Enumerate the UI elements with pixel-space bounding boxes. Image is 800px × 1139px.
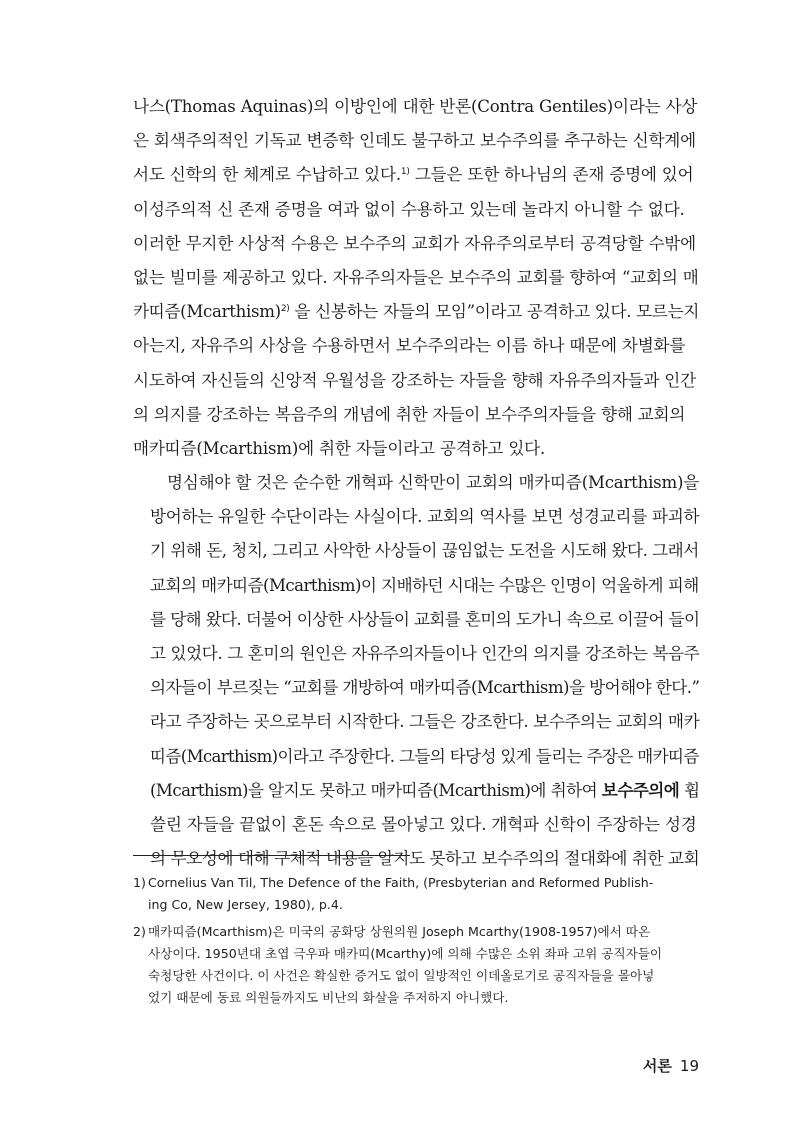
text-line: 기 위해 돈, 청치, 그리고 사악한 사상들이 끊임없는 도전을 시도해 왔다. 그래서 — [150, 541, 699, 561]
text-line: 방어하는 유일한 수단이라는 사실이다. 교회의 역사를 보면 성경교리를 파괴하 — [150, 507, 700, 527]
text-line: 의자들이 부르짖는 “교회를 개방하여 매카띠즘(Mcarthism)을 방어해야 한다.” — [150, 678, 700, 698]
footnote-divider — [133, 855, 410, 856]
text-line: (Mcarthism)을 알지도 못하고 매카띠즘(Mcarthism)에 취하여 보수주의에 휩 — [150, 780, 700, 800]
body-paragraph-1 — [133, 90, 699, 466]
section-name: 서론 — [642, 1057, 672, 1075]
text-line: 매카띠즘(Mcarthism)에 취한 자들이라고 공격하고 있다. — [133, 439, 546, 459]
text-line: 띠즘(Mcarthism)이라고 주장한다. 그들의 타당성 있게 들리는 주장은 매카띠즘 — [150, 746, 699, 766]
footnote-line: 었기 때문에 동료 의원들까지도 비난의 화살을 주저하지 아니했다. — [148, 990, 509, 1005]
text-line: 서도 신학의 한 체계로 수납하고 있다.$^{1)}$ 그들은 또한 하나님의 존재 증명에 있어 — [133, 165, 694, 185]
text-line: 이성주의적 신 존재 증명을 여과 없이 수용하고 있는데 놀라지 아니할 수 없다. — [133, 199, 685, 219]
text-line: 명심해야 할 것은 순수한 개혁파 신학만이 교회의 매카띠즘(Mcarthism)을 — [167, 473, 700, 492]
text-line: 없는 빌미를 제공하고 있다. 자유주의자들은 보수주의 교회를 향하여 “교회의 매 — [133, 268, 699, 288]
text-line: 라고 주장하는 곳으로부터 시작한다. 그들은 강조한다. 보수주의는 교회의 매카 — [150, 712, 700, 732]
footnote-ref-2: 2) — [280, 304, 290, 315]
footnote-line: ing Co, New Jersey, 1980), p.4. — [148, 897, 343, 912]
footnotes — [133, 872, 699, 1014]
body-paragraph-2 — [133, 466, 699, 876]
text-line: 나스(Thomas Aquinas)의 이방인에 대한 반론(Contra Gentiles)이라는 사상 — [133, 97, 698, 116]
footnote-number: 2) — [133, 924, 146, 939]
text-line: 시도하여 자신들의 신앙적 우월성을 강조하는 자들을 향해 자유주의자들과 인간 — [133, 370, 696, 390]
footnote-2 — [133, 921, 699, 1009]
bold-emphasis: 보수주의에 — [601, 780, 680, 800]
footnote-line: 매카띠즘(Mcarthism)은 미국의 공화당 상원의원 Joseph Mcarthy(1908-1957)에서 따온 — [148, 924, 651, 939]
text-line: 쓸린 자들을 끝없이 혼돈 속으로 몰아넣고 있다. 개혁파 신학이 주장하는 성경 — [150, 815, 697, 835]
text-line: 를 당해 왔다. 더불어 이상한 사상들이 교회를 혼미의 도가니 속으로 이끌어 들이 — [150, 609, 700, 629]
text-line: 의 의지를 강조하는 복음주의 개념에 취한 자들이 보수주의자들을 향해 교회의 — [133, 404, 686, 424]
footnote-ref-1: 1) — [400, 167, 410, 178]
footnote-line: 숙청당한 사건이다. 이 사건은 확실한 증거도 없이 일방적인 이데올로기로 공직자들을 몰아넣 — [148, 968, 655, 983]
page-footer — [643, 1055, 699, 1076]
text-line: 은 회색주의적인 기독교 변증학 인데도 불구하고 보수주의를 추구하는 신학계에 — [133, 131, 696, 151]
text-line: 의 무오성에 대해 구체적 내용을 알지도 못하고 보수주의의 절대화에 취한 교회 — [150, 849, 700, 869]
text-line: 고 있었다. 그 혼미의 원인은 자유주의자들이나 인간의 의지를 강조하는 복음주 — [150, 644, 700, 664]
footnote-line: Cornelius Van Til, The Defence of the Faith, (Presbyterian and Reformed Publish- — [148, 875, 654, 890]
text-line: 카띠즘(Mcarthism)$^{2)}$ 을 신봉하는 자들의 모임”이라고 공격하고 있다. 모르는지 — [133, 302, 700, 322]
text-line: 이러한 무지한 사상적 수용은 보수주의 교회가 자유주의로부터 공격당할 수밖에 — [133, 233, 696, 253]
footnote-number: 1) — [133, 875, 146, 890]
text-line: 교회의 매카띠즘(Mcarthism)이 지배하던 시대는 수많은 인명이 억울하게 피해 — [150, 575, 699, 595]
page-number: 19 — [679, 1057, 699, 1075]
footnote-1 — [133, 872, 699, 916]
footnote-line: 사상이다. 1950년대 초엽 극우파 매카띠(Mcarthy)에 의해 수많은 소위 좌파 고위 공직자들이 — [148, 946, 663, 961]
text-line: 아는지, 자유주의 사상을 수용하면서 보수주의라는 이름 하나 때문에 차별화를 — [133, 336, 686, 356]
